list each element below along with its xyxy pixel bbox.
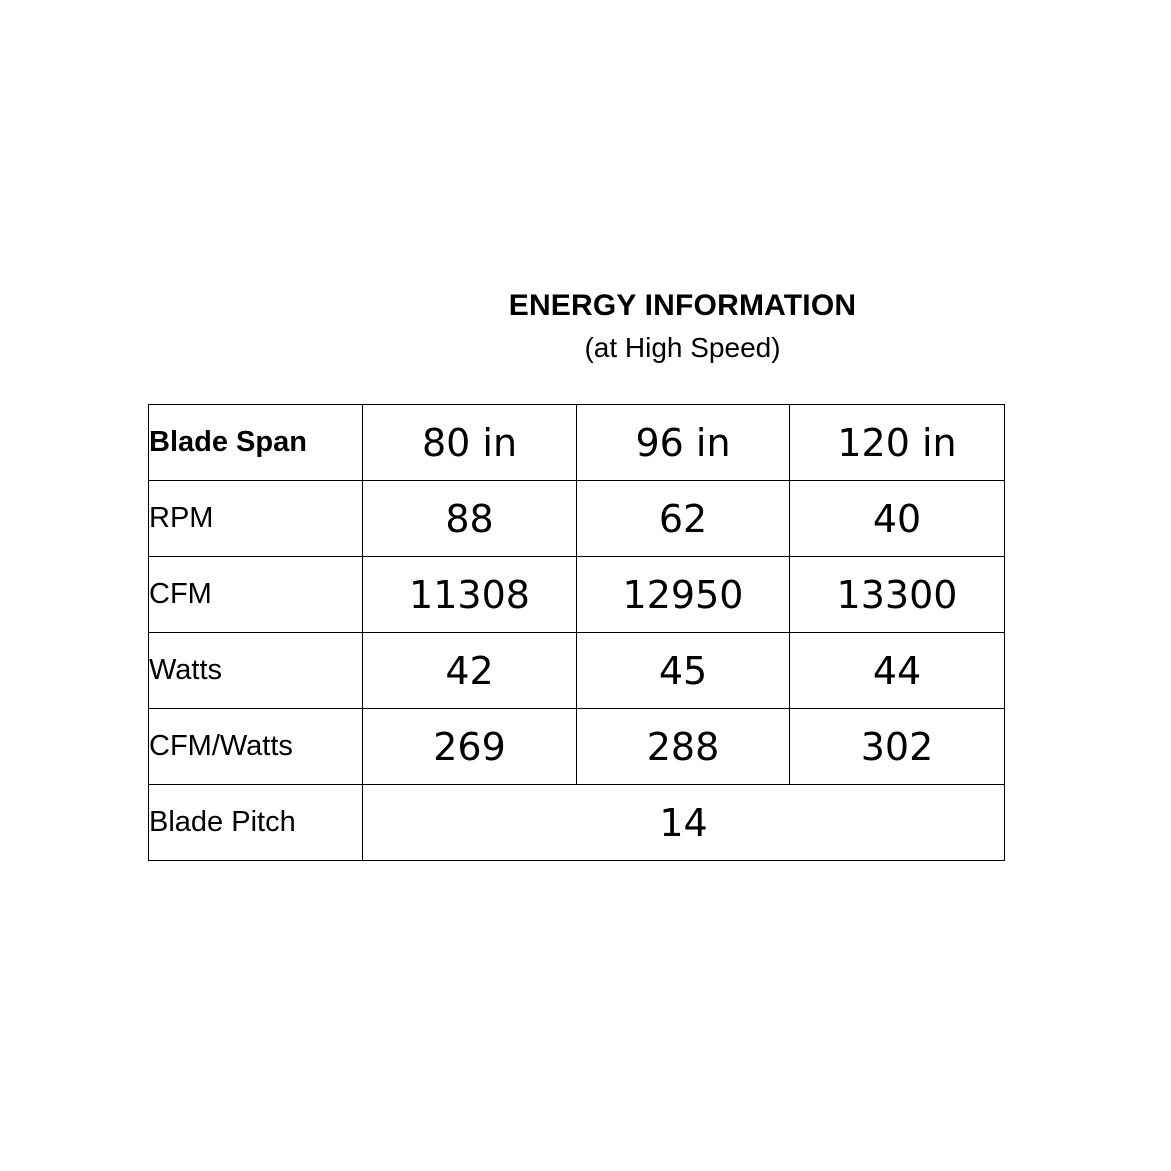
page-subtitle: (at High Speed) (584, 332, 781, 363)
page-title: ENERGY INFORMATION (508, 289, 857, 322)
cell-cfm-120: 13300 (790, 557, 1005, 633)
cell-blade-span-120: 120 in (790, 405, 1005, 481)
cell-cfm-watts-96: 288 (577, 709, 790, 785)
table-row-cfm-watts (149, 709, 1005, 785)
cell-rpm-80: 88 (363, 481, 577, 557)
cell-cfm-watts-80: 269 (363, 709, 577, 785)
row-label-blade-pitch: Blade Pitch (149, 785, 363, 861)
cell-cfm-watts-120: 302 (790, 709, 1005, 785)
cell-blade-pitch: 14 (363, 785, 1005, 861)
cell-watts-96: 45 (577, 633, 790, 709)
row-label-blade-span: Blade Span (149, 405, 363, 481)
row-label-cfm-watts: CFM/Watts (149, 709, 363, 785)
table-row-watts (149, 633, 1005, 709)
row-label-cfm: CFM (149, 557, 363, 633)
table-row-blade-pitch (149, 785, 1005, 861)
cell-cfm-96: 12950 (577, 557, 790, 633)
cell-blade-span-96: 96 in (577, 405, 790, 481)
table-row-blade-span (149, 405, 1005, 481)
cell-rpm-120: 40 (790, 481, 1005, 557)
cell-watts-80: 42 (363, 633, 577, 709)
energy-heading (362, 286, 1003, 368)
table-row-cfm (149, 557, 1005, 633)
cell-cfm-80: 11308 (363, 557, 577, 633)
energy-table (148, 404, 1005, 861)
row-label-rpm: RPM (149, 481, 363, 557)
table-row-rpm (149, 481, 1005, 557)
cell-watts-120: 44 (790, 633, 1005, 709)
cell-blade-span-80: 80 in (363, 405, 577, 481)
cell-rpm-96: 62 (577, 481, 790, 557)
row-label-watts: Watts (149, 633, 363, 709)
